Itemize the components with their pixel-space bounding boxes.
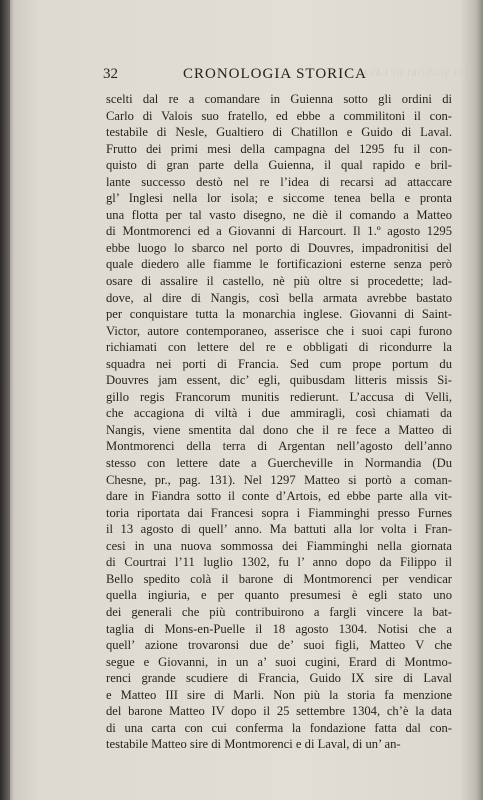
text-line: e Matteo III sire di Marli. Non più la storia fa menzione — [106, 687, 452, 702]
text-line: quale diedero alle fiamme le fortificazioni esterne senza però — [106, 257, 452, 272]
text-line: ebbe luogo lo sbarco nel porto di Douvres, impadronitisi del — [106, 240, 452, 255]
text-line: quisto di gran parte della Guienna, il qual rapido e bril- — [106, 158, 452, 173]
text-line: squadra nei porti di Francia. Sed cum prope portum du — [106, 356, 452, 371]
text-line: segue e Giovanni, in un a’ suoi cugini, Erard di Montmo- — [106, 654, 452, 669]
text-line: per conquistare tutta la monarchia inglese. Giovanni di Saint- — [106, 307, 452, 322]
text-line: dare in Fiandra sotto il conte d’Artois, ed ebbe parte alla vit- — [106, 489, 452, 504]
text-line: dove, al dire di Nangis, così bella armata avrebbe bastato — [106, 290, 452, 305]
text-line: del barone Matteo IV dopo il 25 settembre 1304, ch’è la data — [106, 704, 452, 719]
text-line: taglia di Mons-en-Puelle il 18 agosto 1304. Notisi che a — [106, 621, 452, 636]
text-line: gillo regis Francorum munitis redierunt. L’accusa di Velli, — [106, 389, 452, 404]
text-line: cesi in una nuova sommossa dei Fiamminghi nella giornata — [106, 538, 452, 553]
page-number: 32 — [103, 66, 118, 82]
text-line: quella ingiuria, e per quanto presumesi è egli stato uno — [106, 588, 452, 603]
text-line: di Courtrai l’11 luglio 1302, fu l’ anno dopo da Filippo il — [106, 555, 452, 570]
text-line: Montmorenci della terra di Argentan nell’agosto dell’anno — [106, 439, 452, 454]
text-line: il 13 agosto di quell’ anno. Ma battuti alla lor volta i Fran- — [106, 522, 452, 537]
text-line: Douvres jam essent, dic’ egli, quibusdam litteris missis Si- — [106, 373, 452, 388]
text-line: richiamati con lettere del re e obbligati di ricondurre la — [106, 340, 452, 355]
text-line: scelti dal re a comandare in Guienna sotto gli ordini di — [106, 92, 452, 106]
text-line: di Montmorenci ed a Giovanni di Harcourt. Il 1.º agosto 1295 — [106, 224, 452, 239]
text-line: Victor, autore contemporaneo, asserisce che i suoi capi furono — [106, 323, 452, 338]
body-text — [106, 91, 452, 753]
text-line: osare di assalire il castello, nè più oltre si procedette; lad- — [106, 274, 452, 289]
text-line: Bello spedito colà il barone di Montmorenci per vendicar — [106, 571, 452, 586]
text-line: lante successo destò nel re l’idea di recarsi ad attaccare — [106, 174, 452, 189]
text-line: renci grande scudiere di Francia, Guido IX sire di Laval — [106, 671, 452, 686]
text-line: quell’ azione trovaronsi due de’ suoi figli, Matteo V che — [106, 638, 452, 653]
text-line: testabile di Nesle, Gualtiero di Chatillon e Guido di Laval. — [106, 125, 452, 140]
text-line: Nangis, viene smentita dal dono che il re fece a Matteo di — [106, 422, 452, 437]
text-line: una flotta per tal vasto disegno, ne diè il comando a Matteo — [106, 207, 452, 222]
text-line: di una carta con cui conferma la fondazione fatta dal con- — [106, 720, 452, 735]
text-line: Carlo di Valois suo fratello, ed ebbe a commilitoni il con- — [106, 108, 452, 123]
text-line: dei generali che più contribuirono a fargli vincere la bat- — [106, 604, 452, 619]
running-title: CRONOLOGIA STORICA — [183, 66, 367, 82]
text-line: toria riportata dai Francesi sopra i Fiamminghi presso Furnes — [106, 505, 452, 520]
text-line: Frutto dei primi mesi della campagna del 1295 fu il con- — [106, 141, 452, 156]
page-header — [103, 66, 448, 83]
bleed-through-text: DEI SIGNORI DI LAVAL — [355, 68, 471, 78]
text-line: testabile Matteo sire di Montmorenci e di Laval, di un’ an- — [106, 737, 401, 752]
book-gutter — [0, 0, 10, 800]
text-line: Chesne, pr., pag. 131). Nel 1297 Matteo si portò a coman- — [106, 472, 452, 487]
text-line: che accagiona di viltà i due ammiragli, così chiamati da — [106, 406, 452, 421]
text-line: stesso con lettere date a Guercheville in Normandia (Du — [106, 456, 452, 471]
text-line: gl’ Inglesi nella lor isola; e siccome tenea bella e pronta — [106, 191, 452, 206]
